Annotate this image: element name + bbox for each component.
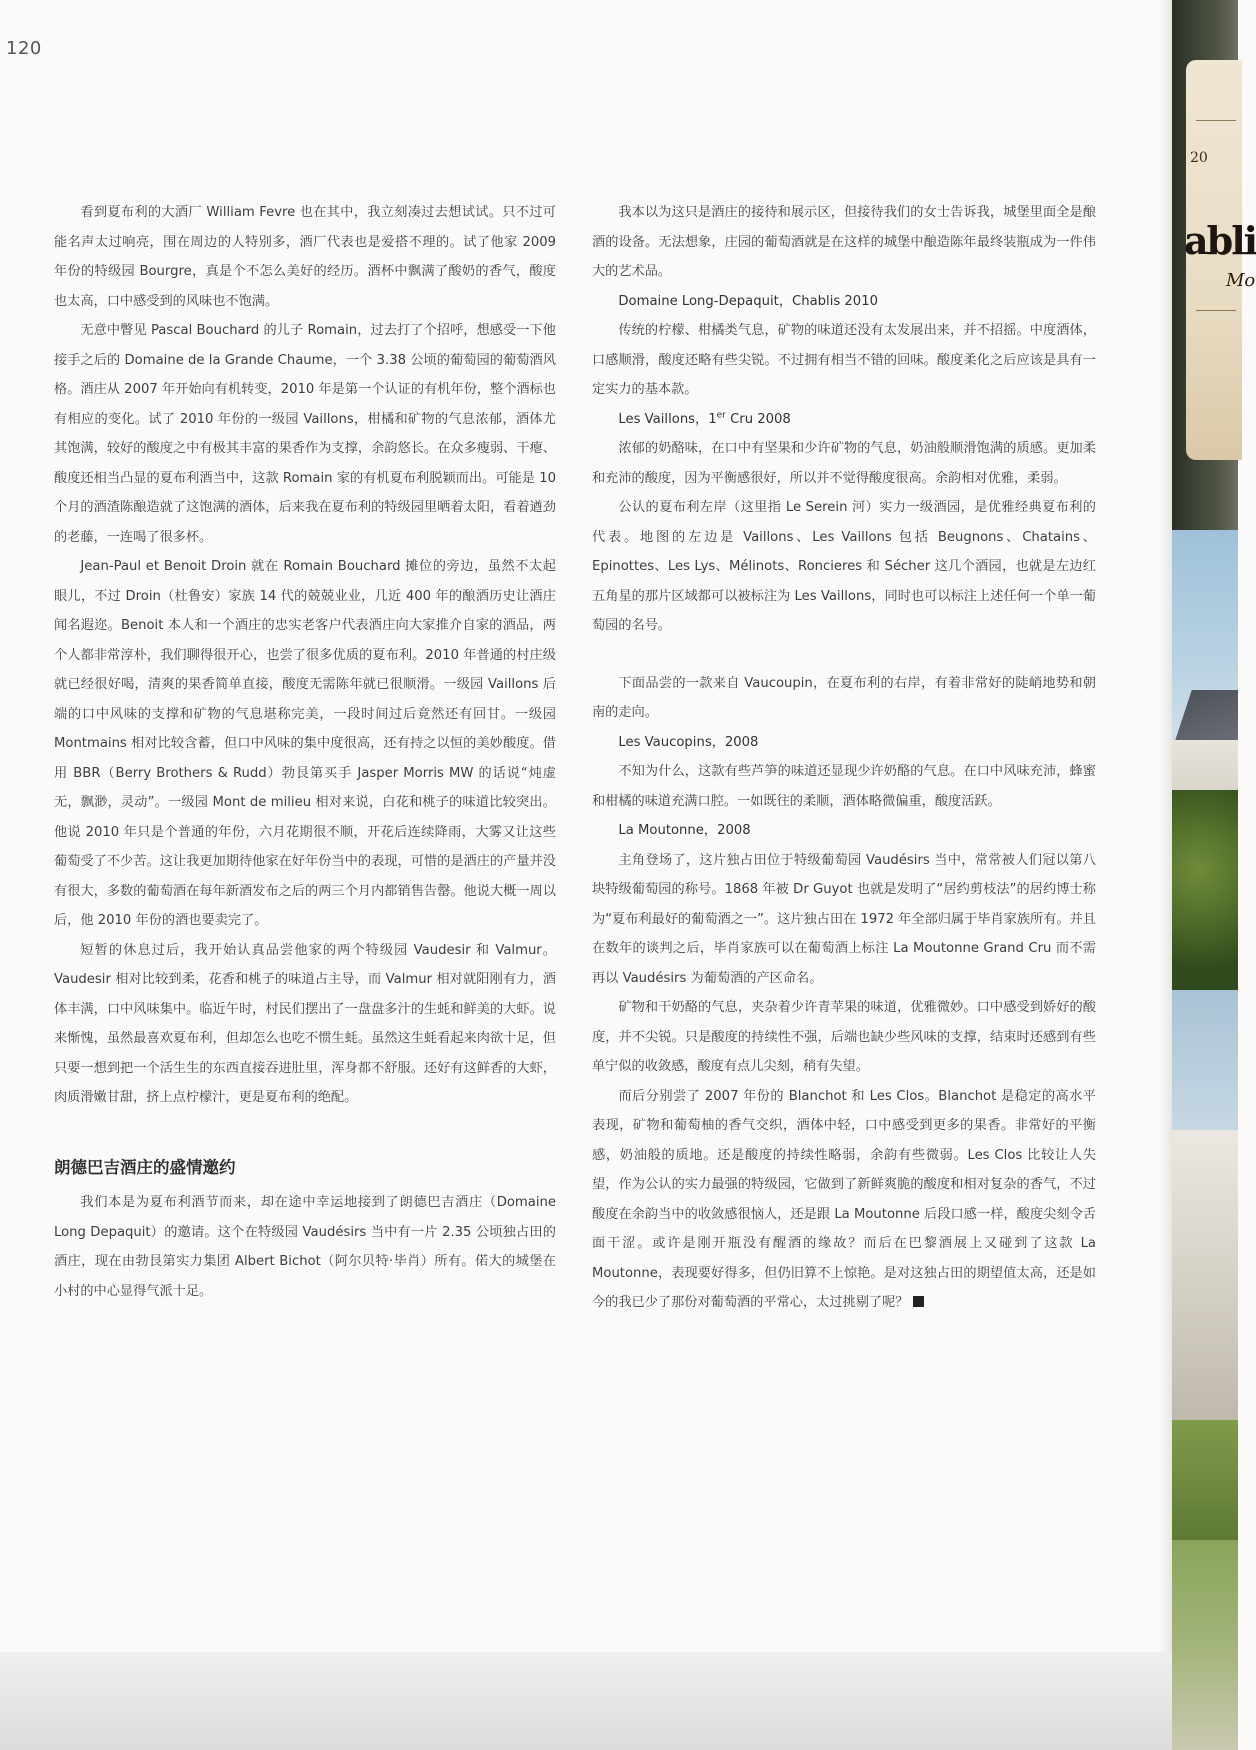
wine-title-end: Cru 2008	[725, 411, 791, 427]
closing-text: 而后分别尝了 2007 年份的 Blanchot 和 Les Clos。Blanchot 是稳定的高水平表现，矿物和葡萄柚的香气交织，酒体中轻，口中感受到更多的果香。非常好的平衡感，奶油般的质地。还是酸度的持续性略弱，余韵有些微弱。Les Clos 比较让人失望，作为公认的实力最强的特级园，它做到了新鲜爽脆的酸度和相对复杂的香气，不过酸度在余韵当中的收敛感很恼人，还是跟 La Moutonne 后段口感一样，酸度尖刻令舌面干涩。或许是刚开瓶没有醒酒的缘故？而后在巴黎酒展上又碰到了这款 La Moutonne，表现要好得多，但仍旧算不上惊艳。是对这独占田的期望值太高，还是如今的我已少了那份对葡萄酒的平常心，太过挑剔了呢？	[592, 1088, 1096, 1310]
body-paragraph: Jean-Paul et Benoit Droin 就在 Romain Bouchard 摊位的旁边，虽然不太起眼儿，不过 Droin（杜鲁安）家族 14 代的兢兢业业，几近 400 年的酿酒历史让酒庄闻名遐迩。Benoit 本人和一个酒庄的忠实老客户代表酒庄向大家推介自家的酒品，两个人都非常淳朴，我们聊得很开心，也尝了很多优质的夏布利。2010 年普通的村庄级就已经很好喝，清爽的果香简单直接，酸度无需陈年就已很顺滑。一级园 Vaillons 后端的口中风味的支撑和矿物的气息堪称完美，一段时间过后竟然还有回甘。一级园 Montmains 相对比较含蓄，但口中风味的集中度很高，还有持之以恒的美妙酸度。借用 BBR（Berry Brothers & Rudd）勃艮第买手 Jasper Morris MW 的话说“炖虚无，飘渺，灵动”。一级园 Mont de milieu 相对来说，白花和桃子的味道比较突出。他说 2010 年只是个普通的年份，六月花期很不顺，开花后连续降雨，大雾又让这些葡萄受了不少苦。这让我更加期待他家在好年份当中的表现，可惜的是酒庄的产量并没有很大，多数的葡萄酒在每年新酒发布之后的两三个月内都销售告罄。他说大概一周以后，他 2010 年份的酒也要卖完了。	[54, 559, 556, 928]
page-number: 120	[6, 38, 42, 59]
right-column	[592, 198, 1096, 1318]
left-column	[54, 198, 556, 1306]
section-heading: 朗德巴吉酒庄的盛情邀约	[54, 1157, 236, 1177]
label-fragment: 20	[1190, 150, 1208, 166]
label-fragment: Mo	[1226, 270, 1256, 291]
body-paragraph: 看到夏布利的大酒厂 William Fevre 也在其中，我立刻凑过去想试试。只不过可能名声太过响亮，围在周边的人特别多，酒厂代表也是爱搭不理的。试了他家 2009 年份的特级园 Bourgre，真是个不怎么美好的经历。酒杯中飘满了酸奶的香气，酸度也太高，口中感受到的风味也不饱满。	[54, 205, 556, 309]
wine-title: La Moutonne，2008	[618, 823, 751, 838]
wine-bottle-photo	[1172, 0, 1256, 530]
body-paragraph: 短暂的休息过后，我开始认真品尝他家的两个特级园 Vaudesir 和 Valmur。Vaudesir 相对比较到柔，花香和桃子的味道占主导，而 Valmur 相对就阳刚有力，酒体丰满，口中风味集中。临近午时，村民们摆出了一盘盘多汁的生蚝和鲜美的大虾。说来惭愧，虽然最喜欢夏布利，但却怎么也吃不惯生蚝。虽然这生蚝看起来肉欲十足，但只要一想到把一个活生生的东西直接吞进肚里，浑身都不舒服。还好有这鲜香的大虾，肉质滑嫩甘甜，挤上点柠檬汁，更是夏布利的绝配。	[54, 942, 556, 1105]
vineyard-note: 公认的夏布利左岸（这里指 Le Serein 河）实力一级酒园，是优雅经典夏布利的代表。地图的左边是 Vaillons、Les Vaillons 包括 Beugnons、Chatains、Epinottes、Les Lys、Mélinots、Roncieres 和 Sécher 这几个酒园，也就是左边红五角星的那片区域都可以被标注为 Les Vaillons，同时也可以标注上述任何一个单一葡萄园的名号。	[592, 500, 1096, 633]
wine-title-main: Les Vaillons，1	[618, 411, 717, 427]
tree-photo	[1172, 790, 1238, 990]
label-rule	[1196, 120, 1236, 121]
tasting-note: 传统的柠檬、柑橘类气息，矿物的味道还没有太发展出来，并不招摇。中度酒体，口感顺滑，酸度还略有些尖锐。不过拥有相当不错的回味。酸度柔化之后应该是具有一定实力的基本款。	[592, 323, 1096, 397]
label-rule	[1196, 310, 1236, 311]
intro-paragraph: 我本以为这只是酒庄的接待和展示区，但接待我们的女士告诉我，城堡里面全是酿酒的设备。无法想象，庄园的葡萄酒就是在这样的城堡中酿造陈年最终装瓶成为一件伟大的艺术品。	[592, 205, 1096, 279]
tasting-note: 不知为什么，这款有些芦笋的味道还显现少许奶酪的气息。在口中风味充沛，蜂蜜和柑橘的味道充满口腔。一如既往的柔顺，酒体略微偏重，酸度活跃。	[592, 764, 1096, 809]
section-paragraph: 我们本是为夏布利酒节而来，却在途中幸运地接到了朗德巴吉酒庄（Domaine Long Depaquit）的邀请。这个在特级园 Vaudésirs 当中有一片 2.35 公顷独占田的酒庄，现在由勃艮第实力集团 Albert Bichot（阿尔贝特·毕肖）所有。偌大的城堡在小村的中心显得气派十足。	[54, 1195, 556, 1299]
wine-title: Les Vaucopins，2008	[618, 734, 759, 750]
ground-photo	[1172, 1540, 1238, 1750]
vineyard-photo	[1172, 1420, 1238, 1540]
vaucoupin-intro: 下面品尝的一款来自 Vaucoupin，在夏布利的右岸，有着非常好的陡峭地势和朝南的走向。	[592, 675, 1096, 720]
closing-paragraph	[592, 1082, 1096, 1318]
scan-bottom-band	[0, 1652, 1172, 1750]
body-paragraph: 无意中瞥见 Pascal Bouchard 的儿子 Romain，过去打了个招呼，想感受一下他接手之后的 Domaine de la Grande Chaume，一个 3.38 公顷的葡萄园的葡萄酒风格。酒庄从 2007 年开始向有机转变，2010 年是第一个认证的有机年份，整个酒标也有相应的变化。试了 2010 年份的一级园 Vaillons，柑橘和矿物的气息浓郁，酒体尤其饱满，较好的酸度之中有极其丰富的果香作为支撑，余韵悠长。在众多瘦弱、干瘪、酸度还相当凸显的夏布利酒当中，这款 Romain 家的有机夏布利脱颖而出。可能是 10 个月的酒渣陈酿造就了这饱满的酒体，后来我在夏布利的特级园里晒着太阳，看着遒劲的老藤，一连喝了很多杯。	[54, 323, 556, 545]
building-photo	[1172, 1130, 1238, 1420]
tasting-note: 矿物和干奶酪的气息，夹杂着少许青苹果的味道，优雅微妙。口中感受到娇好的酸度，并不尖锐。只是酸度的持续性不强，后端也缺少些风味的支撑，结束时还感到有些单宁似的收敛感，酸度有点儿尖刻，稍有失望。	[592, 1000, 1096, 1074]
label-fragment: abli	[1184, 218, 1256, 263]
paragraph-gap	[592, 641, 1096, 669]
wine-title-superscript: er	[716, 410, 726, 421]
photo-strip	[1172, 0, 1256, 1750]
tasting-note: 浓郁的奶酪味，在口中有坚果和少许矿物的气息，奶油般顺滑饱满的质感。更加柔和充沛的酸度，因为平衡感很好，所以并不觉得酸度很高。余韵相对优雅，柔弱。	[592, 441, 1096, 486]
end-mark-icon	[913, 1296, 924, 1307]
wine-title: Domaine Long-Depaquit，Chablis 2010	[618, 293, 878, 309]
wine-title	[592, 405, 1096, 435]
tasting-note: 主角登场了，这片独占田位于特级葡萄园 Vaudésirs 当中，常常被人们冠以第八块特级葡萄园的称号。1868 年被 Dr Guyot 也就是发明了“居约剪枝法”的居约博士称为“夏布利最好的葡萄酒之一”。这片独占田在 1972 年全部归属于毕肖家族所有。并且在数年的谈判之后，毕肖家族可以在葡萄酒上标注 La Moutonne Grand Cru 而不需再以 Vaudésirs 为葡萄酒的产区命名。	[592, 852, 1096, 986]
